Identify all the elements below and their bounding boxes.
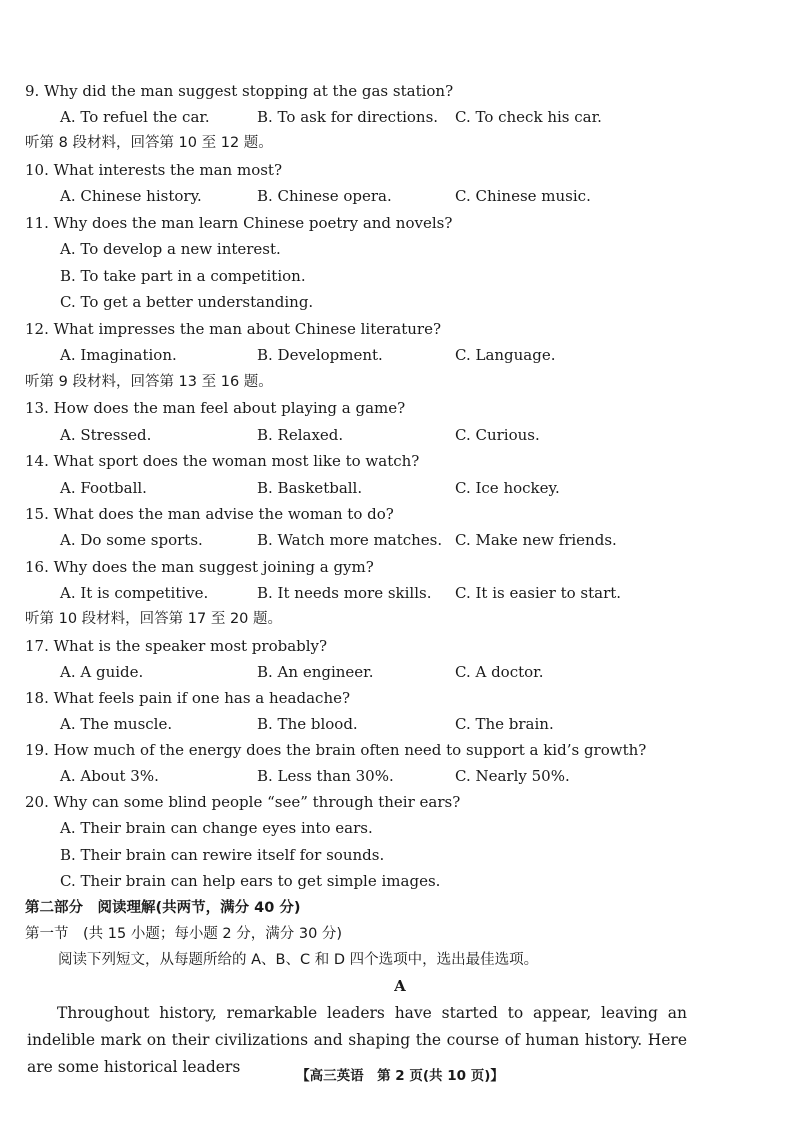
question-12-option-c: C. Language. [455, 346, 556, 364]
question-16-option-b: B. It needs more skills. [257, 584, 432, 602]
question-11-stem: 11. Why does the man learn Chinese poetry and novels? [25, 214, 453, 232]
question-14-option-a: A. Football. [60, 479, 147, 497]
part-2-heading: 第二部分 阅读理解(共两节，满分 40 分) [25, 900, 301, 916]
reading-instruction: 阅读下列短文，从每题所给的 A、B、C 和 D 四个选项中，选出最佳选项。 [58, 952, 539, 968]
question-11-option-a: A. To develop a new interest. [60, 240, 281, 258]
question-17-option-c: C. A doctor. [455, 663, 544, 681]
question-19-option-a: A. About 3%. [60, 767, 159, 785]
question-17-option-b: B. An engineer. [257, 663, 374, 681]
passage-label: A [394, 977, 406, 995]
question-10-option-c: C. Chinese music. [455, 187, 591, 205]
question-19-stem: 19. How much of the energy does the brain often need to support a kid’s growth? [25, 741, 647, 759]
question-16-option-a: A. It is competitive. [60, 584, 209, 602]
section-1-heading: 第一节 (共 15 小题；每小题 2 分，满分 30 分) [25, 926, 343, 942]
question-11-option-c: C. To get a better understanding. [60, 293, 314, 311]
question-16-option-c: C. It is easier to start. [455, 584, 622, 602]
question-15-stem: 15. What does the man advise the woman to do? [25, 505, 394, 523]
section-10-instruction: 听第 10 段材料，回答第 17 至 20 题。 [25, 611, 283, 627]
question-14-option-c: C. Ice hockey. [455, 479, 560, 497]
page-footer: 【高三英语 第 2 页(共 10 页)】 [296, 1068, 504, 1084]
question-15-option-a: A. Do some sports. [60, 531, 203, 549]
question-18-option-c: C. The brain. [455, 715, 554, 733]
question-9-option-a: A. To refuel the car. [60, 108, 210, 126]
question-14-option-b: B. Basketball. [257, 479, 363, 497]
question-13-option-c: C. Curious. [455, 426, 540, 444]
question-15-option-b: B. Watch more matches. [257, 531, 443, 549]
question-17-option-a: A. A guide. [60, 663, 144, 681]
question-12-option-a: A. Imagination. [60, 346, 177, 364]
question-15-option-c: C. Make new friends. [455, 531, 617, 549]
question-14-stem: 14. What sport does the woman most like to watch? [25, 452, 420, 470]
question-12-stem: 12. What impresses the man about Chinese literature? [25, 320, 442, 338]
passage-paragraph: Throughout history, remarkable leaders have started to appear, leaving an indelible mark on their civilizations and shaping the course of human history. Here are some historical leaders [27, 1004, 687, 1076]
question-10-option-b: B. Chinese opera. [257, 187, 392, 205]
question-9-option-b: B. To ask for directions. [257, 108, 439, 126]
question-20-option-a: A. Their brain can change eyes into ears. [60, 819, 373, 837]
question-18-option-b: B. The blood. [257, 715, 358, 733]
question-13-option-a: A. Stressed. [60, 426, 152, 444]
question-20-option-b: B. Their brain can rewire itself for sounds. [60, 846, 385, 864]
question-17-stem: 17. What is the speaker most probably? [25, 637, 328, 655]
question-18-option-a: A. The muscle. [60, 715, 173, 733]
question-16-stem: 16. Why does the man suggest joining a gym? [25, 558, 374, 576]
question-9-option-c: C. To check his car. [455, 108, 602, 126]
question-18-stem: 18. What feels pain if one has a headache? [25, 689, 351, 707]
question-13-option-b: B. Relaxed. [257, 426, 344, 444]
question-19-option-b: B. Less than 30%. [257, 767, 394, 785]
question-10-stem: 10. What interests the man most? [25, 161, 282, 179]
question-12-option-b: B. Development. [257, 346, 383, 364]
question-10-option-a: A. Chinese history. [60, 187, 202, 205]
question-20-stem: 20. Why can some blind people “see” through their ears? [25, 793, 461, 811]
question-19-option-c: C. Nearly 50%. [455, 767, 570, 785]
question-13-stem: 13. How does the man feel about playing a game? [25, 399, 406, 417]
question-11-option-b: B. To take part in a competition. [60, 267, 306, 285]
question-9-stem: 9. Why did the man suggest stopping at the gas station? [25, 82, 454, 100]
section-8-instruction: 听第 8 段材料，回答第 10 至 12 题。 [25, 135, 273, 151]
section-9-instruction: 听第 9 段材料，回答第 13 至 16 题。 [25, 374, 273, 390]
question-20-option-c: C. Their brain can help ears to get simple images. [60, 872, 441, 890]
